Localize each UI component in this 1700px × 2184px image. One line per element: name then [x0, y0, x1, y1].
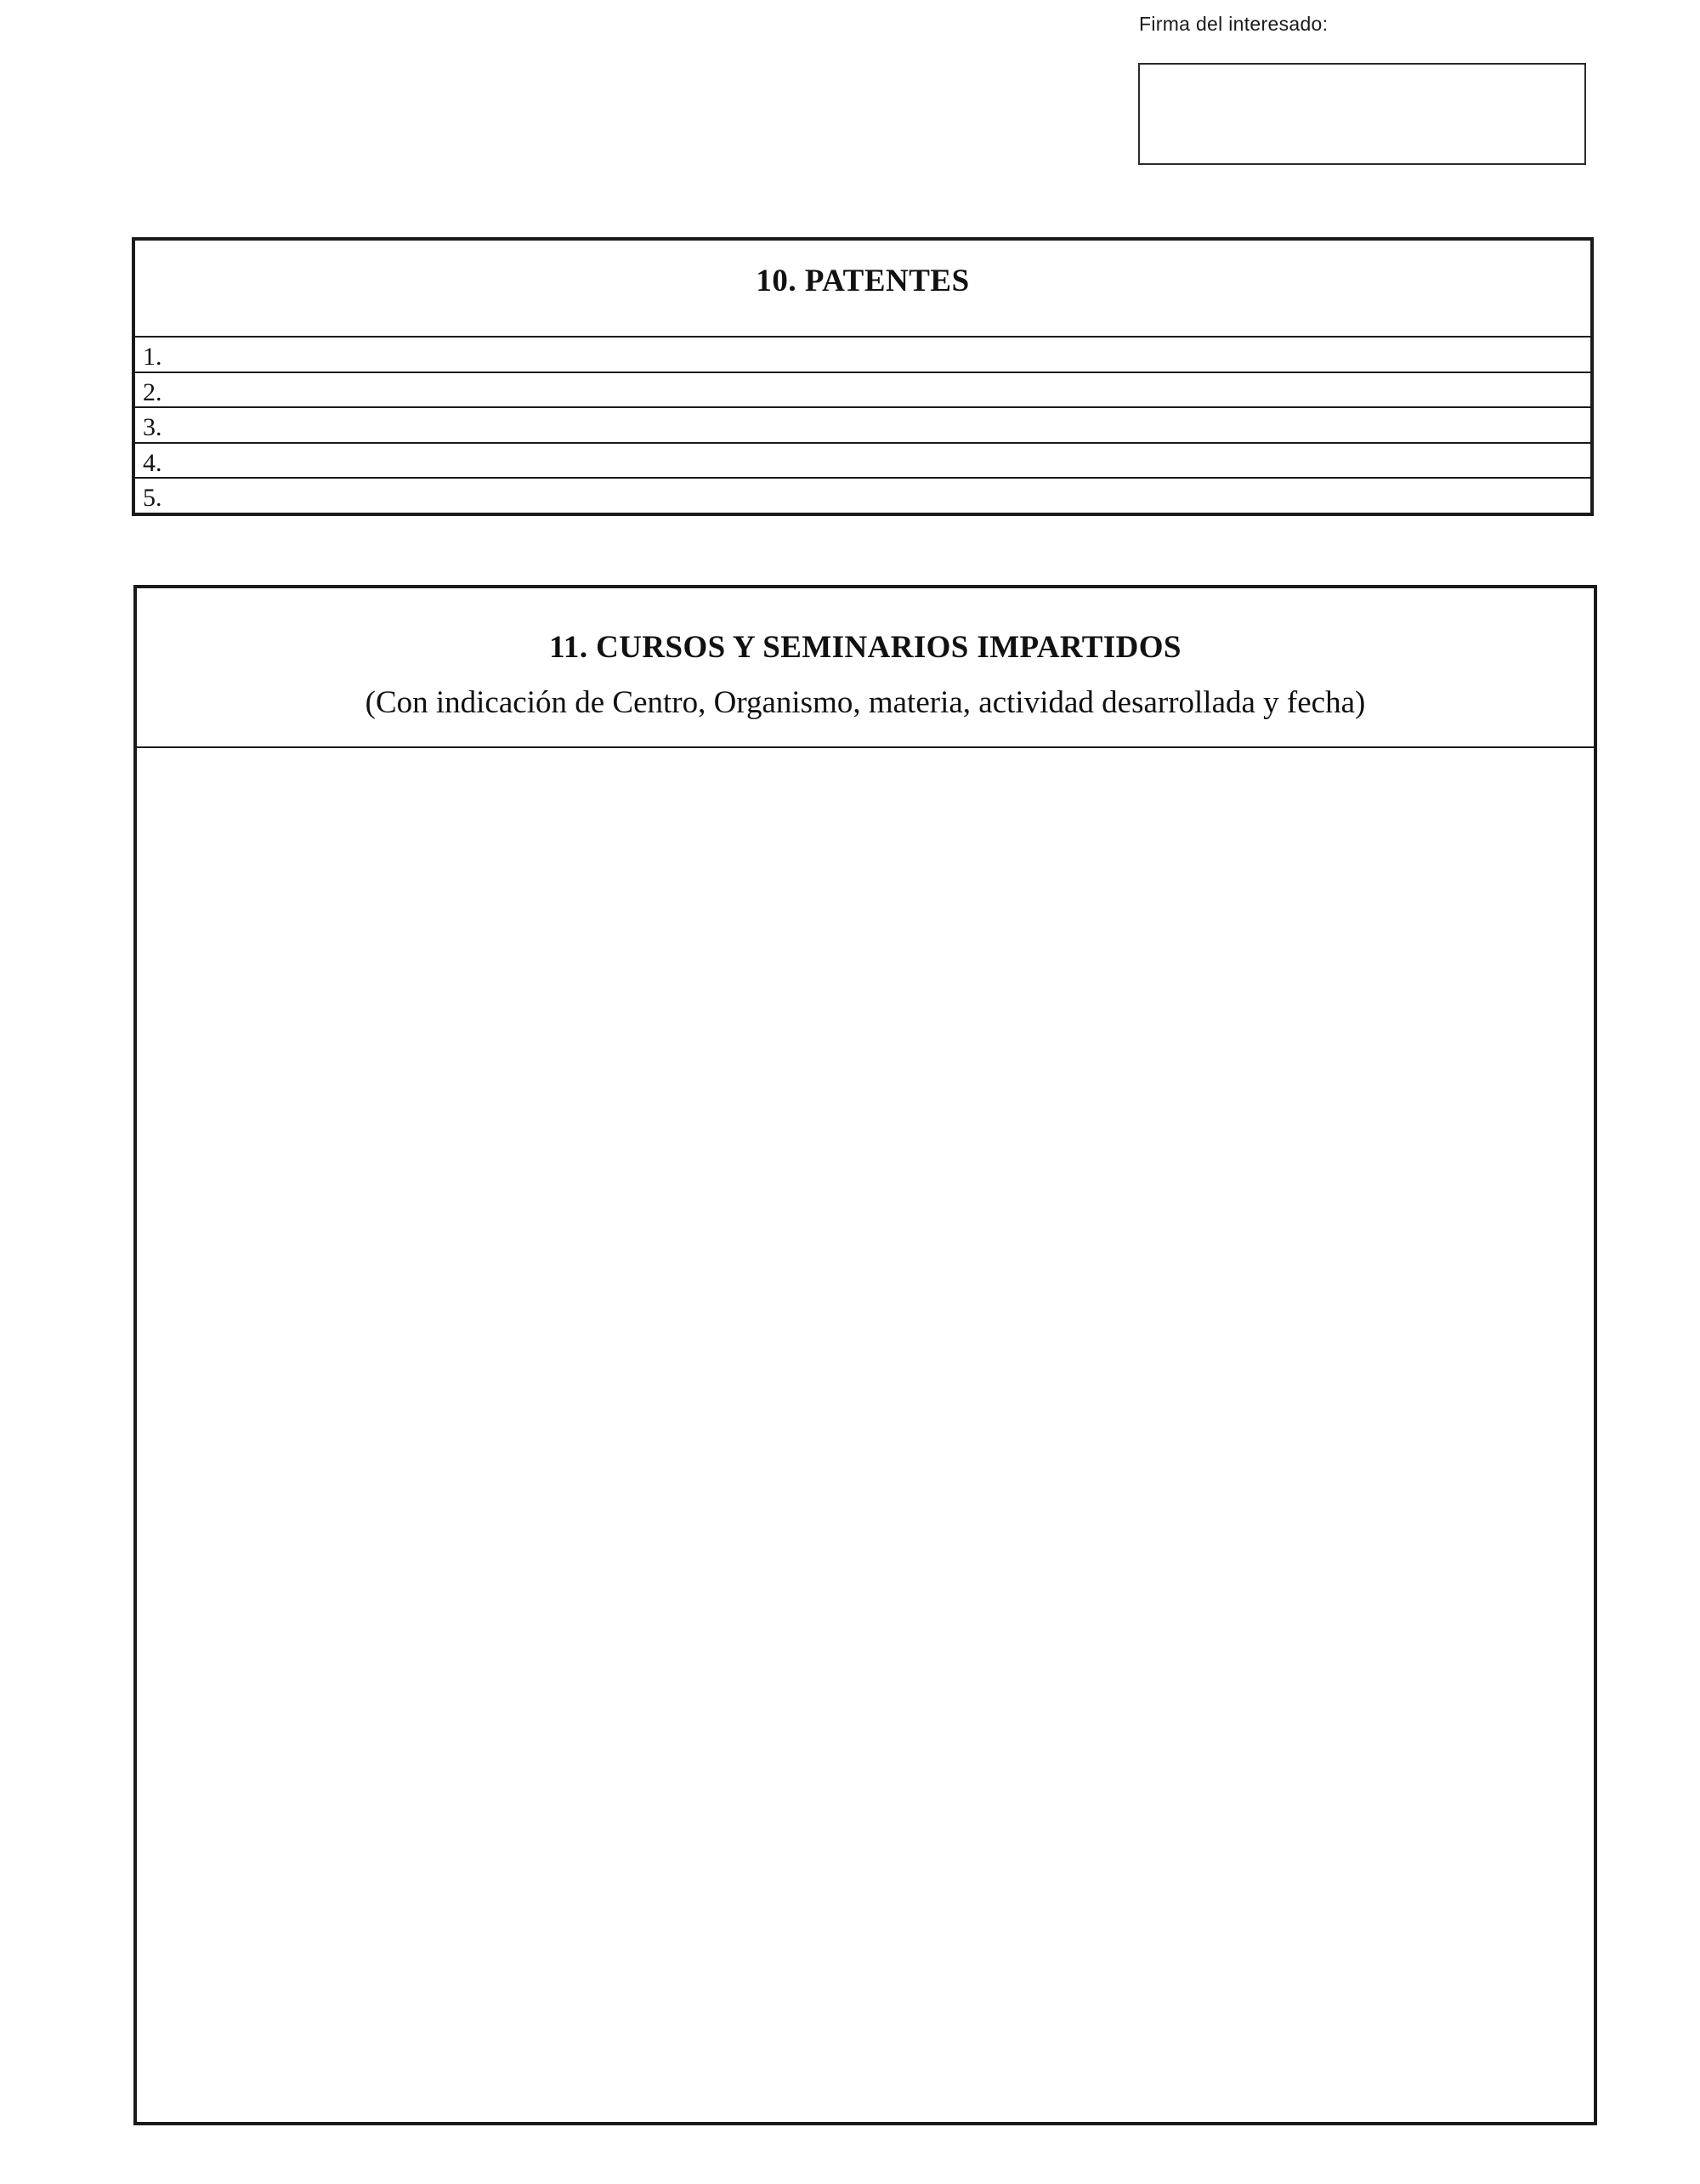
cursos-subtitle: (Con indicación de Centro, Organismo, materia, actividad desarrollada y fecha) [365, 685, 1366, 720]
cursos-section [133, 585, 1597, 2125]
patentes-row-4[interactable] [135, 444, 1590, 479]
patentes-row-number: 1. [143, 343, 162, 371]
patentes-header [135, 241, 1590, 338]
patentes-row-number: 3. [143, 413, 162, 441]
signature-label: Firma del interesado: [1139, 13, 1329, 35]
patentes-row-1[interactable] [135, 338, 1590, 373]
patentes-row-number: 5. [143, 484, 162, 512]
patentes-row-number: 2. [143, 377, 162, 406]
patentes-section [132, 237, 1594, 516]
patentes-row-2[interactable] [135, 373, 1590, 409]
signature-field[interactable] [1138, 63, 1586, 165]
patentes-row-number: 4. [143, 448, 162, 477]
cursos-entry-area[interactable] [137, 748, 1594, 2122]
cursos-header [137, 588, 1594, 748]
cursos-title: 11. CURSOS Y SEMINARIOS IMPARTIDOS [549, 630, 1182, 665]
patentes-row-3[interactable] [135, 408, 1590, 444]
patentes-row-5[interactable] [135, 479, 1590, 514]
patentes-title: 10. PATENTES [756, 264, 970, 298]
